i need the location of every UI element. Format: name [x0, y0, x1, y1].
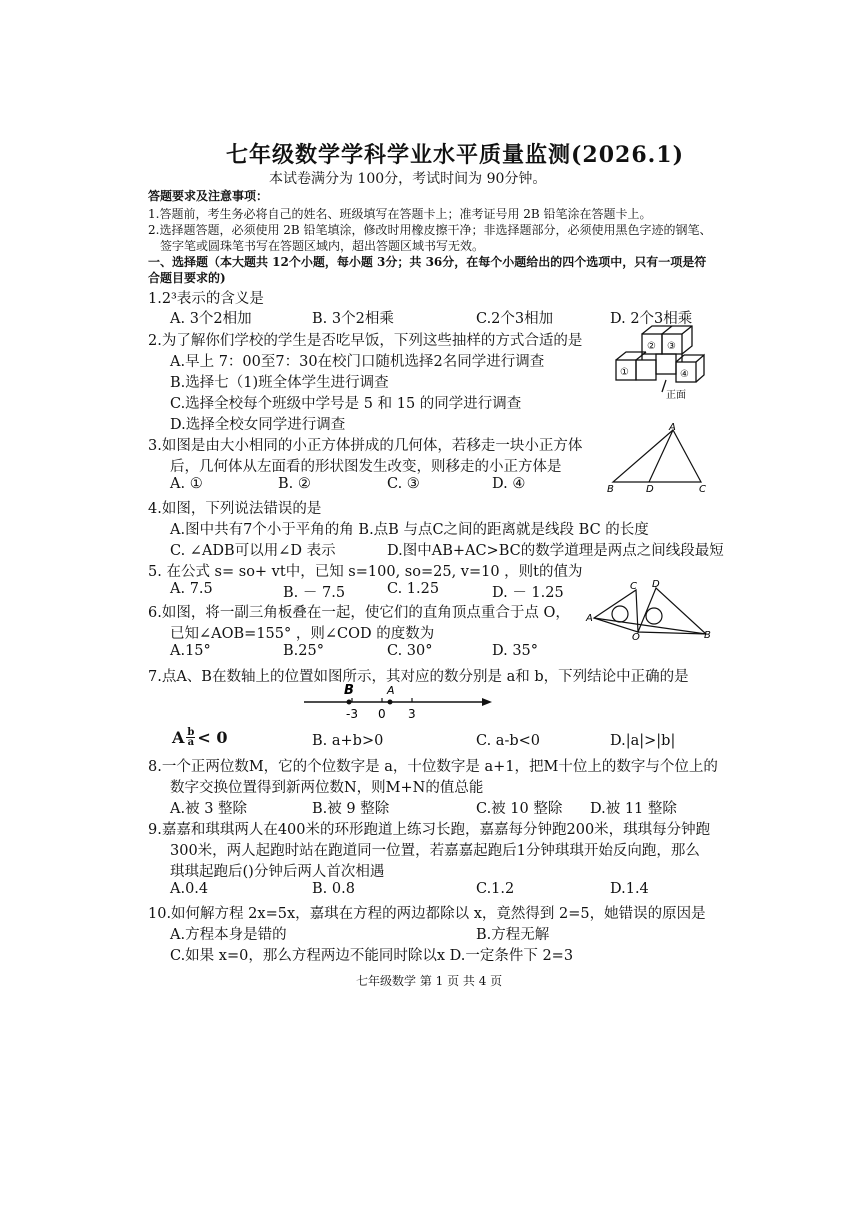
q2-option-b: B.选择七（1)班全体学生进行调查 [170, 375, 389, 391]
cube-label-1: ① [620, 367, 629, 378]
page-subtitle: 本试卷满分为 100分，考试时间为 90分钟。 [269, 171, 547, 187]
cube-front-label: 正面 [666, 390, 686, 401]
q4-option-ab: A.图中共有7个小于平角的角 B.点B 与点C之间的距离就是线段 BC 的长度 [170, 522, 649, 538]
tick-label-3: 3 [408, 707, 416, 721]
q7-option-a-fraction [186, 728, 195, 747]
q5-option-b: B. － 7.5 [283, 585, 346, 601]
page-footer: 七年级数学 第 1 页 共 4 页 [356, 974, 503, 988]
q7-fraction-numerator: b [187, 727, 195, 738]
q6-option-a: A.15° [170, 643, 211, 659]
sq-label-d: D [652, 579, 660, 590]
section1-line-1: 一、选择题（本大题共 12个小题，每小题 3分；共 36分，在每个小题给出的四个选项中，只有一项是符 [148, 255, 707, 269]
q1-option-b: B. 3个2相乘 [312, 311, 394, 327]
q3-option-b: B. ② [278, 476, 311, 492]
q9-option-b: B. 0.8 [312, 881, 355, 897]
q3-option-a: A. ① [170, 476, 203, 492]
instructions-line-2a: 2.选择题答题，必须使用 2B 铅笔填涂，修改时用橡皮擦干净；非选择题部分，必须使用黑色字迹的钢笔、 [148, 223, 712, 237]
q4-option-d: D.图中AB+AC>BC的数学道理是两点之间线段最短 [387, 543, 724, 559]
point-b-dot [347, 700, 352, 705]
q5-stem: 5. 在公式 s= so+ vt中，已知 s=100, so=25, v=10 ，则t的值为 [148, 564, 583, 580]
tri-label-d: D [646, 484, 654, 495]
q1-option-c: C.2个3相加 [476, 311, 554, 327]
q8-option-d: D.被 11 整除 [590, 801, 677, 817]
cube-label-4: ④ [680, 369, 689, 380]
q4-stem: 4.如图，下列说法错误的是 [148, 501, 322, 517]
point-a-label: A [387, 684, 395, 697]
q10-option-a: A.方程本身是错的 [170, 927, 287, 943]
tri-label-c: C [699, 484, 706, 495]
q3-stem-2: 后，几何体从左面看的形状图发生改变，则移走的小正方体是 [170, 459, 562, 475]
sq-label-o: O [632, 632, 640, 640]
q1-stem: 1.2³表示的含义是 [148, 291, 264, 307]
point-b-label: B [344, 683, 354, 698]
instructions-heading: 答题要求及注意事项： [148, 189, 269, 203]
setsquares-figure [580, 578, 715, 640]
q2-option-d: D.选择全校女同学进行调查 [170, 417, 346, 433]
q7-option-d: D.|a|>|b| [610, 733, 676, 749]
q6-option-c: C. 30° [387, 643, 433, 659]
q9-stem-1: 9.嘉嘉和琪琪两人在400米的环形跑道上练习长跑，嘉嘉每分钟跑200米，琪琪每分钟跑 [148, 822, 711, 838]
q7-stem: 7.点A、B在数轴上的位置如图所示，其对应的数分别是 a和 b，下列结论中正确的是 [148, 669, 689, 685]
cube-label-2: ② [647, 341, 656, 352]
point-a-dot [388, 700, 393, 705]
q4-option-c: C. ∠ADB可以用∠D 表示 [170, 543, 336, 559]
page-title: 七年级数学学科学业水平质量监测(2026.1) [226, 142, 685, 168]
q2-stem: 2.为了解你们学校的学生是否吃早饭，下列这些抽样的方式合适的是 [148, 333, 583, 349]
cube-label-3: ③ [667, 341, 676, 352]
q9-option-a: A.0.4 [170, 881, 209, 897]
sq-label-c: C [630, 581, 637, 592]
instructions-line-2b: 签字笔或圆珠笔书写在答题区域内，超出答题区域书写无效。 [160, 239, 485, 253]
q2-option-c: C.选择全校每个班级中学号是 5 和 15 的同学进行调查 [170, 396, 522, 412]
q3-option-d: D. ④ [492, 476, 526, 492]
q6-stem-2: 已知∠AOB=155° ，则∠COD 的度数为 [170, 626, 435, 642]
q8-option-b: B.被 9 整除 [312, 801, 390, 817]
q6-option-d: D. 35° [492, 643, 539, 659]
sq-label-b: B [704, 630, 711, 640]
q8-option-c: C.被 10 整除 [476, 801, 563, 817]
triangle-figure [603, 420, 713, 495]
q10-stem: 10.如何解方程 2x=5x，嘉琪在方程的两边都除以 x，竟然得到 2=5，她错误的原因是 [148, 906, 706, 922]
q8-stem-1: 8.一个正两位数M，它的个位数字是 a，十位数字是 a+1，把M十位上的数字与个位上的 [148, 759, 718, 775]
tick-label-neg3: -3 [346, 707, 358, 721]
section1-line-2: 合题目要求的) [148, 271, 226, 285]
q7-option-a-prefix: A [172, 728, 185, 747]
sq-label-a: A [586, 613, 593, 624]
cubes-figure [610, 322, 710, 402]
q3-stem-1: 3.如图是由大小相同的小正方体拼成的几何体，若移走一块小正方体 [148, 438, 583, 454]
q2-option-a: A.早上 7：00至7：30在校门口随机选择2名同学进行调查 [170, 354, 545, 370]
q7-option-c: C. a-b<0 [476, 733, 540, 749]
tick-label-0: 0 [378, 707, 386, 721]
tri-label-a: A [669, 422, 676, 433]
q10-option-b: B.方程无解 [476, 927, 550, 943]
q6-stem-1: 6.如图，将一副三角板叠在一起，使它们的直角顶点重合于点 O， [148, 605, 570, 621]
q1-option-d: D. 2个3相乘 [610, 311, 693, 327]
q9-option-c: C.1.2 [476, 881, 515, 897]
instructions-line-1: 1.答题前，考生务必将自己的姓名、班级填写在答题卡上；准考证号用 2B 铅笔涂在答题卡上。 [148, 207, 652, 221]
q1-option-a: A. 3个2相加 [170, 311, 252, 327]
q6-option-b: B.25° [283, 643, 324, 659]
q8-option-a: A.被 3 整除 [170, 801, 248, 817]
q7-option-a [172, 728, 228, 747]
q8-stem-2: 数字交换位置得到新两位数N，则M+N的值总能 [170, 780, 484, 796]
tri-label-b: B [607, 484, 614, 495]
q5-option-c: C. 1.25 [387, 581, 440, 597]
q9-stem-3: 琪琪起跑后()分钟后两人首次相遇 [170, 864, 385, 880]
q9-stem-2: 300米，两人起跑时站在跑道同一位置，若嘉嘉起跑后1分钟琪琪开始反向跑，那么 [170, 843, 700, 859]
q9-option-d: D.1.4 [610, 881, 649, 897]
q5-option-a: A. 7.5 [170, 581, 213, 597]
q5-option-d: D. － 1.25 [492, 585, 564, 601]
q3-option-c: C. ③ [387, 476, 420, 492]
q10-option-cd: C.如果 x=0，那么方程两边不能同时除以x D.一定条件下 2=3 [170, 948, 574, 964]
q7-option-b: B. a+b>0 [312, 733, 384, 749]
q7-fraction-denominator: a [187, 737, 195, 748]
q7-option-a-relation: < 0 [197, 728, 228, 747]
number-line-figure [300, 682, 500, 722]
